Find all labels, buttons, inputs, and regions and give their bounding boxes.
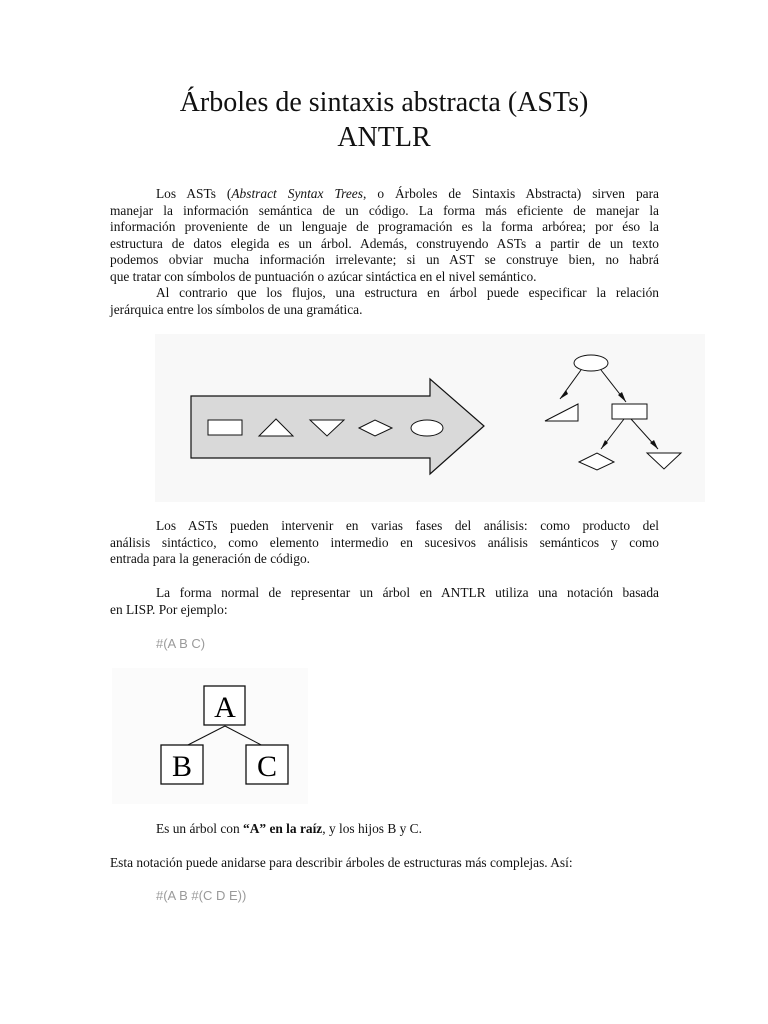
notation-paragraph [110, 585, 659, 618]
paragraph-line: en LISP. Por ejemplo: [110, 601, 228, 617]
tree-mid-rectangle [612, 404, 647, 419]
tree-node-right-label: C [256, 750, 278, 783]
bold-text: “A” en la raíz [243, 821, 323, 836]
emphasis-text: Abstract Syntax Trees [231, 186, 363, 201]
paragraph-line: análisis sintáctico, como elemento intermedio en sucesivos análisis semánticos y como [110, 534, 659, 550]
paragraph-line: podemos obviar mucha información irrelevante; si un AST se construye bien, no habrá [110, 252, 659, 267]
page-subtitle: ANTLR [337, 122, 431, 153]
text-run: Los ASTs ( [156, 186, 232, 201]
paragraph-line: manejar la información semántica de un código. La forma más eficiente de manejar la [110, 202, 659, 218]
paragraph-line: información proveniente de un lenguaje de programación es la forma arbórea; por éso la [110, 219, 659, 234]
text-run: , y los hijos B y C. [322, 821, 422, 836]
stream-vs-tree-figure [155, 334, 705, 502]
tree-root-ellipse [574, 355, 608, 371]
page-title: Árboles de sintaxis abstracta (ASTs) [179, 87, 589, 118]
tree-node-left-label: B [171, 750, 193, 783]
rectangle-symbol [208, 420, 242, 435]
paragraph-line: jerárquica entre los símbolos de una gramática. [110, 301, 363, 317]
tree-explanation [156, 821, 422, 838]
paragraph-line: Los ASTs pueden intervenir en varias fases del análisis: como producto del [156, 518, 659, 533]
code-example-nested: #(A B #(C D E)) [156, 888, 247, 903]
code-example-simple: #(A B C) [156, 636, 206, 651]
tree-node-root-label: A [214, 691, 236, 724]
paragraph-line: estructura de datos elegida es un árbol. Además, construyendo ASTs a partir de un texto [110, 235, 659, 251]
ellipse-symbol [411, 420, 443, 436]
paragraph-line: Al contrario que los flujos, una estructura en árbol puede especificar la relación [156, 285, 659, 300]
paragraph-line: La forma normal de representar un árbol en ANTLR utiliza una notación basada [156, 585, 659, 600]
abc-tree-figure [112, 668, 308, 804]
text-run: Es un árbol con [156, 821, 244, 836]
phases-paragraph [110, 518, 659, 568]
paragraph-line: entrada para la generación de código. [110, 551, 311, 566]
paragraph-line [110, 186, 659, 203]
nesting-sentence: Esta notación puede anidarse para describir árboles de estructuras más complejas. Así: [110, 855, 573, 870]
intro-paragraph [110, 186, 659, 318]
paragraph-line: que tratar con símbolos de puntuación o azúcar sintáctica en el nivel semántico. [110, 268, 537, 284]
text-run: , o Árboles de Sintaxis Abstracta) sirven para [362, 186, 659, 201]
